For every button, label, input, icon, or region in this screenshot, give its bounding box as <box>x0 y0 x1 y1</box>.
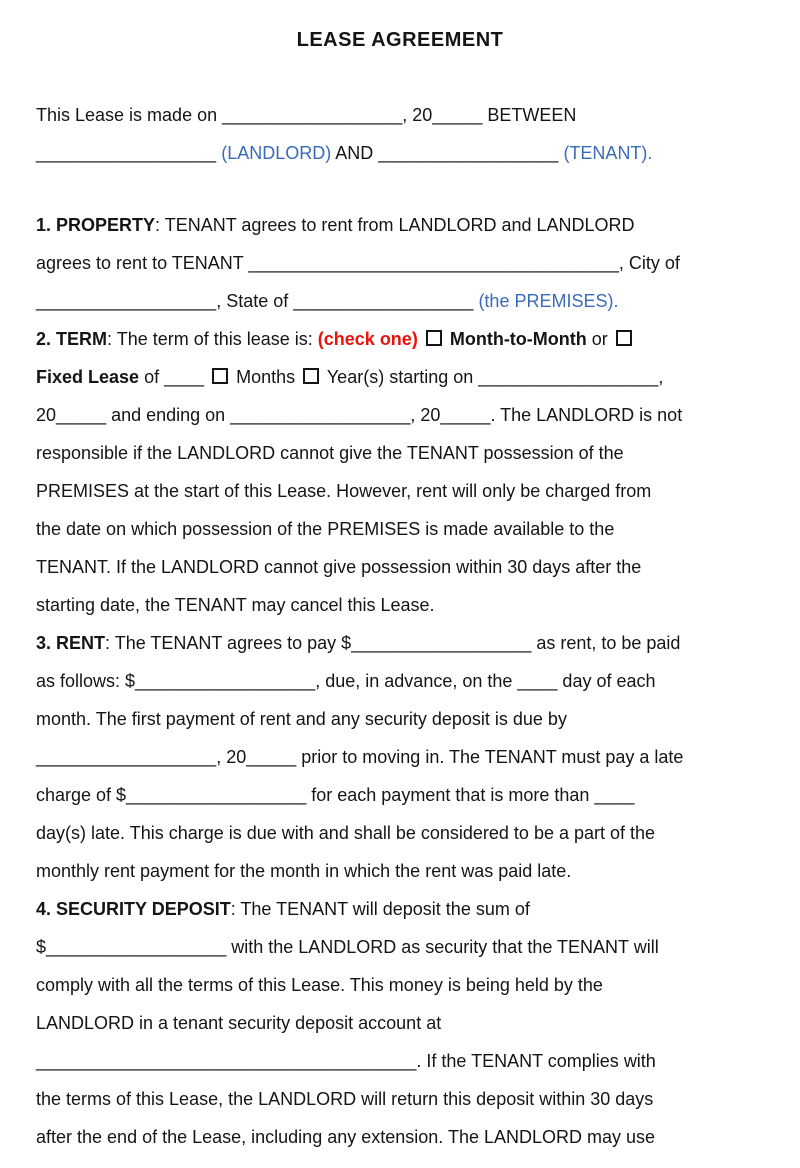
empty-checkbox-icon <box>426 330 442 346</box>
document-line <box>36 700 764 738</box>
text-run: comply with all the terms of this Lease. This money is being held by the <box>36 975 603 995</box>
text-run: Months <box>231 367 301 387</box>
text-run: 20_____ and ending on __________________, 20_____. The LANDLORD is not <box>36 405 683 425</box>
document-line <box>36 966 764 1004</box>
page-title: LEASE AGREEMENT <box>296 29 504 51</box>
text-run: starting date, the TENANT may cancel this Lease. <box>36 595 435 615</box>
document-line <box>36 320 764 358</box>
text-run: AND __________________ <box>331 143 564 163</box>
document-line <box>36 738 764 776</box>
text-run: : The TENANT will deposit the sum of <box>230 899 530 919</box>
document-line <box>36 472 764 510</box>
month-to-month-option: Month-to-Month <box>449 329 587 349</box>
document-line <box>36 852 764 890</box>
text-run: day(s) late. This charge is due with and shall be considered to be a part of the <box>36 823 656 843</box>
premises-label: (the PREMISES). <box>478 291 619 311</box>
text-run: __________________, 20_____ prior to moving in. The TENANT must pay a late <box>36 747 684 767</box>
document-line <box>36 928 764 966</box>
text-run: __________________ <box>36 143 222 163</box>
document-line <box>36 662 764 700</box>
document-body <box>36 206 764 1156</box>
text-run: responsible if the LANDLORD cannot give the TENANT possession of the <box>36 443 624 463</box>
document-line <box>36 396 764 434</box>
document-line <box>36 358 764 396</box>
text-run: after the end of the Lease, including any extension. The LANDLORD may use <box>36 1127 656 1147</box>
section-1-heading: 1. PROPERTY <box>36 215 156 235</box>
text-run: : The term of this lease is: <box>107 329 318 349</box>
document-line <box>36 1118 764 1156</box>
text-run: of ____ <box>139 367 210 387</box>
text-run: Year(s) starting on __________________, <box>322 367 664 387</box>
document-line <box>36 434 764 472</box>
empty-checkbox-icon <box>212 368 228 384</box>
document-line <box>36 510 764 548</box>
document-line <box>36 890 764 928</box>
text-run: or <box>586 329 613 349</box>
empty-checkbox-icon <box>616 330 632 346</box>
text-run: as follows: $__________________, due, in advance, on the ____ day of each <box>36 671 656 691</box>
document-line <box>36 624 764 662</box>
landlord-label: (LANDLORD) <box>221 143 332 163</box>
tenant-label: (TENANT). <box>563 143 653 163</box>
text-run: month. The first payment of rent and any security deposit is due by <box>36 709 567 729</box>
section-3-heading: 3. RENT <box>36 633 106 653</box>
section-4-heading: 4. SECURITY DEPOSIT <box>36 899 231 919</box>
text-run: LANDLORD in a tenant security deposit account at <box>36 1013 442 1033</box>
text-run: ______________________________________. If the TENANT complies with <box>36 1051 656 1071</box>
document-line <box>36 206 764 244</box>
document-line <box>36 244 764 282</box>
text-run: the date on which possession of the PREMISES is made available to the <box>36 519 615 539</box>
section-2-heading: 2. TERM <box>36 329 108 349</box>
text-run: This Lease is made on __________________, 20_____ BETWEEN <box>36 105 577 125</box>
text-run: __________________, State of __________________ <box>36 291 479 311</box>
text-run <box>418 329 423 349</box>
document-line <box>36 586 764 624</box>
document-line <box>36 96 764 134</box>
intro-paragraph <box>36 96 764 172</box>
empty-checkbox-icon <box>303 368 319 384</box>
document-line <box>36 776 764 814</box>
document-line <box>36 282 764 320</box>
document-line <box>36 814 764 852</box>
check-one-label: (check one) <box>317 329 418 349</box>
fixed-lease-option: Fixed Lease <box>36 367 140 387</box>
document-line <box>36 548 764 586</box>
text-run: agrees to rent to TENANT _____________________________________, City of <box>36 253 680 273</box>
text-run: PREMISES at the start of this Lease. However, rent will only be charged from <box>36 481 652 501</box>
document-line <box>36 1042 764 1080</box>
text-run: charge of $__________________ for each payment that is more than ____ <box>36 785 635 805</box>
text-run: $__________________ with the LANDLORD as security that the TENANT will <box>36 937 659 957</box>
document-line <box>36 1004 764 1042</box>
text-run: : The TENANT agrees to pay $__________________ as rent, to be paid <box>105 633 681 653</box>
text-run: : TENANT agrees to rent from LANDLORD and LANDLORD <box>155 215 635 235</box>
text-run: TENANT. If the LANDLORD cannot give possession within 30 days after the <box>36 557 642 577</box>
document-line <box>36 134 764 172</box>
text-run: monthly rent payment for the month in which the rent was paid late. <box>36 861 572 881</box>
document-line <box>36 1080 764 1118</box>
text-run: the terms of this Lease, the LANDLORD will return this deposit within 30 days <box>36 1089 654 1109</box>
